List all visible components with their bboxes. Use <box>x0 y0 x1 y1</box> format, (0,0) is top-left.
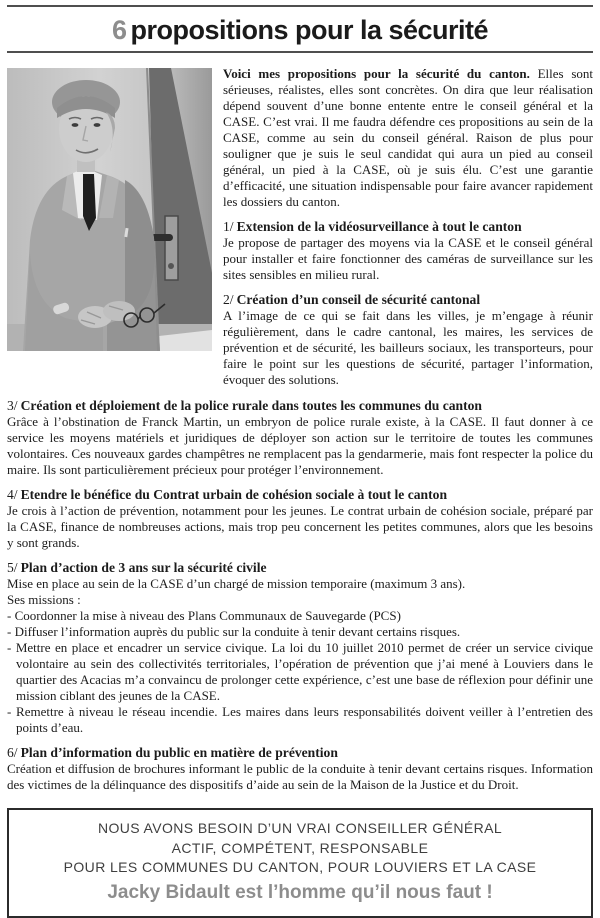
footer-slogan: Jacky Bidault est l’homme qu’il nous faut ! <box>107 881 493 903</box>
section-1-videosurveillance <box>223 218 593 283</box>
section-6-plan-information <box>7 744 593 793</box>
title-number: 6 <box>111 15 127 45</box>
section-6-title: Plan d’information du public en matière de prévention <box>20 745 338 760</box>
footer-line-1: NOUS AVONS BESOIN D’UN VRAI CONSEILLER GÉNÉRAL <box>97 820 502 836</box>
footer-line-2: ACTIF, COMPÉTENT, RESPONSABLE <box>171 839 429 856</box>
section-3-police-rurale <box>7 397 593 478</box>
section-5-plan-action <box>7 559 593 736</box>
section-3-heading <box>7 397 593 414</box>
section-2-conseil-securite <box>223 291 593 388</box>
section-3-title: Création et déploiement de la police rurale dans toutes les communes du canton <box>20 398 482 413</box>
section-5-missions-label: Ses missions : <box>7 592 81 607</box>
mission-bullet-4: - Remettre à niveau le réseau incendie. Les maires dans leurs responsabilités doivent veiller à l’entretien des points d’eau. <box>7 704 593 735</box>
section-5-title: Plan d’action de 3 ans sur la sécurité civile <box>20 560 267 575</box>
section-4-heading <box>7 486 593 503</box>
section-4-body: Je crois à l’action de prévention, notamment pour les jeunes. Le contrat urbain de cohésion sociale, préparé par la CASE, finance de nombreuses actions, mais trop peu concernent les petites communes, alors que les besoins y sont grands. <box>7 503 593 550</box>
section-3-number: 3/ <box>7 398 18 413</box>
section-4-contrat-urbain <box>7 486 593 551</box>
footer-line-3: POUR LES COMMUNES DU CANTON, POUR LOUVIERS ET LA CASE <box>63 859 537 875</box>
flyer-page <box>0 5 600 903</box>
section-1-title: Extension de la vidéosurveillance à tout le canton <box>236 219 522 234</box>
intro-lead: Voici mes propositions pour la sécurité du canton. <box>223 66 530 81</box>
section-2-number: 2/ <box>223 292 234 307</box>
section-2-body: A l’image de ce qui se fait dans les villes, je m’engage à réunir régulièrement, dans le cadre cantonal, les maires, les services de prévention et de sécurité, les bailleurs sociaux, les transporteurs, pour faire le point sur les questions de sécurité, partager l’information, évoquer des solutions. <box>223 308 593 387</box>
right-column <box>223 66 593 388</box>
section-1-body: Je propose de partager des moyens via la CASE et le conseil général pour installer et faire fonctionner des caméras de surveillance sur les sites sensibles en milieu rural. <box>223 235 593 282</box>
section-5-body: Mise en place au sein de la CASE d’un chargé de mission temporaire (maximum 3 ans). <box>7 576 466 591</box>
footer-slogan-box <box>7 808 593 918</box>
top-rule <box>7 5 593 7</box>
top-content-row <box>7 66 593 388</box>
intro-paragraph <box>223 66 593 210</box>
mission-bullet-2: - Diffuser l’information auprès du public sur la conduite à tenir devant certains risques. <box>7 624 461 639</box>
section-6-heading <box>7 744 593 761</box>
mission-bullet-1: - Coordonner la mise à niveau des Plans Communaux de Sauvegarde (PCS) <box>7 608 401 623</box>
section-6-number: 6/ <box>7 745 18 760</box>
section-5-number: 5/ <box>7 560 18 575</box>
section-2-heading <box>223 291 593 308</box>
mission-bullet-3: - Mettre en place et encadrer un service civique. La loi du 10 juillet 2010 permet de créer un service civique volontaire au sein des collectivités territoriales, l’opération de prévention que j’ai mené à Louviers dans le quartier des Acacias m’a convaincu de prolonger cette expérience, c’est une base de réflexion pour définir une mission ciblant des jeunes de la CASE. <box>7 640 593 703</box>
section-3-body: Grâce à l’obstination de Franck Martin, un embryon de police rurale existe, à la CASE. Il faut donner à ce service les moyens matériels et juridiques de déployer son action sur le territoire de toutes les communes volontaires. Ces nouveaux gardes champêtres ne remplacent pas la gendarmerie, mais font respecter la police du maire. Ils sont particulièrement précieux pour protéger l’environnement. <box>7 414 593 477</box>
section-2-title: Création d’un conseil de sécurité cantonal <box>236 292 481 307</box>
section-4-title: Etendre le bénéfice du Contrat urbain de cohésion sociale à tout le canton <box>20 487 448 502</box>
title-text: propositions pour la sécurité <box>130 15 489 45</box>
section-1-number: 1/ <box>223 219 234 234</box>
portrait-photo <box>7 68 212 351</box>
page-title <box>0 14 600 46</box>
full-width-sections <box>7 397 593 793</box>
title-rule <box>7 51 593 53</box>
section-4-number: 4/ <box>7 487 18 502</box>
section-5-heading <box>7 559 593 576</box>
intro-rest: Elles sont sérieuses, réalistes, elles sont concrètes. On dira que leur réalisation dépend souvent d’une bonne entente entre le conseil général et la CASE. C’est vrai. Il me faudra défendre ces propositions au sein de la CASE, comme au sein du conseil général. Raison de plus pour souligner que je suis le seul candidat qui aura un pied au conseil général, un pied à la CASE, où je suis élu. C’est une garantie d’efficacité, une situation indispensable pour faire avancer rapidement les dossiers du canton. <box>223 66 593 209</box>
section-6-body: Création et diffusion de brochures informant le public de la conduite à tenir devant certains risques. Information des victimes de la délinquance des dispositifs d’aide au sein de la Maison de la Justice et du Droit. <box>7 761 593 792</box>
portrait-photo-graphic <box>7 68 212 351</box>
section-1-heading <box>223 218 593 235</box>
